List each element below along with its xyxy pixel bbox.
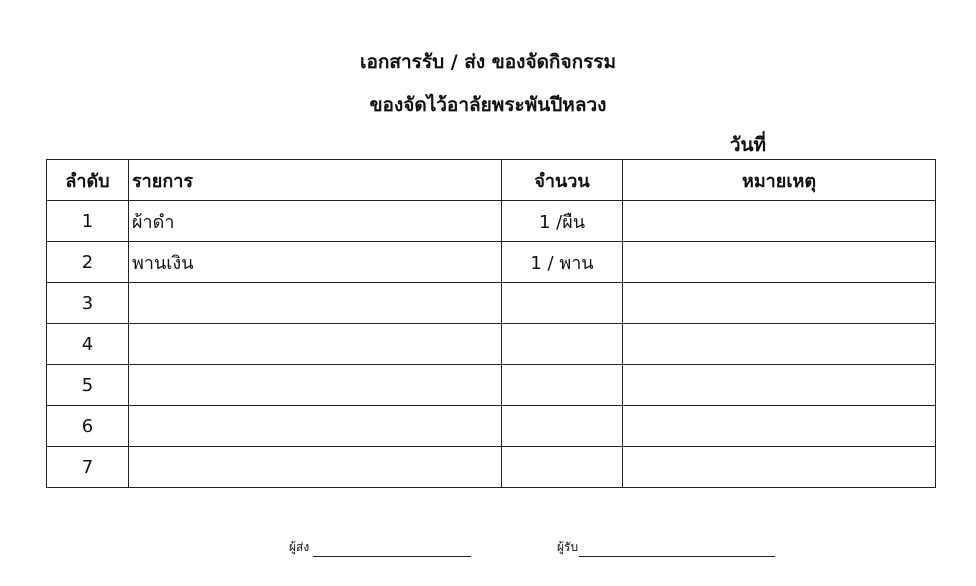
sender-blank-line [313, 542, 471, 557]
date-field [730, 130, 934, 160]
remarks-cell [623, 324, 936, 365]
receiver-blank-line [579, 542, 775, 557]
sender-signature [289, 538, 471, 557]
table-row [47, 201, 936, 242]
table-row [47, 324, 936, 365]
remarks-cell [623, 447, 936, 488]
quantity-cell [502, 447, 623, 488]
sender-label: ผู้ส่ง [289, 540, 310, 554]
table-row [47, 406, 936, 447]
item-cell: พานเงิน [129, 242, 502, 283]
document-title: เอกสารรับ / ส่ง ของจัดกิจกรรม [359, 51, 617, 73]
column-header-remarks: หมายเหตุ [623, 160, 936, 201]
quantity-cell [502, 283, 623, 324]
table-row [47, 283, 936, 324]
item-cell: ผ้าดำ [129, 201, 502, 242]
quantity-cell [502, 365, 623, 406]
row-number-cell: 3 [47, 283, 129, 324]
table-row [47, 365, 936, 406]
remarks-cell [623, 406, 936, 447]
row-number-cell: 4 [47, 324, 129, 365]
column-header-item: รายการ [129, 160, 502, 201]
receiver-label: ผู้รับ [557, 540, 579, 554]
table-row [47, 447, 936, 488]
items-table [46, 159, 936, 488]
date-label: วันที่ [729, 134, 766, 156]
table-row [47, 242, 936, 283]
quantity-cell [502, 324, 623, 365]
row-number-cell: 6 [47, 406, 129, 447]
column-header-quantity: จำนวน [502, 160, 623, 201]
receiver-signature [557, 538, 775, 557]
document-subtitle: ของจัดไว้อาลัยพระพันปีหลวง [369, 94, 607, 116]
quantity-cell: 1 / พาน [502, 242, 623, 283]
remarks-cell [623, 283, 936, 324]
remarks-cell [623, 201, 936, 242]
column-header-no: ลำดับ [47, 160, 129, 201]
quantity-cell [502, 406, 623, 447]
item-cell [129, 406, 502, 447]
item-cell [129, 283, 502, 324]
row-number-cell: 5 [47, 365, 129, 406]
item-cell [129, 324, 502, 365]
remarks-cell [623, 242, 936, 283]
remarks-cell [623, 365, 936, 406]
quantity-cell: 1 /ผืน [502, 201, 623, 242]
item-cell [129, 365, 502, 406]
row-number-cell: 1 [47, 201, 129, 242]
table-header-row [47, 160, 936, 201]
row-number-cell: 7 [47, 447, 129, 488]
row-number-cell: 2 [47, 242, 129, 283]
item-cell [129, 447, 502, 488]
date-blank-line [776, 137, 934, 160]
